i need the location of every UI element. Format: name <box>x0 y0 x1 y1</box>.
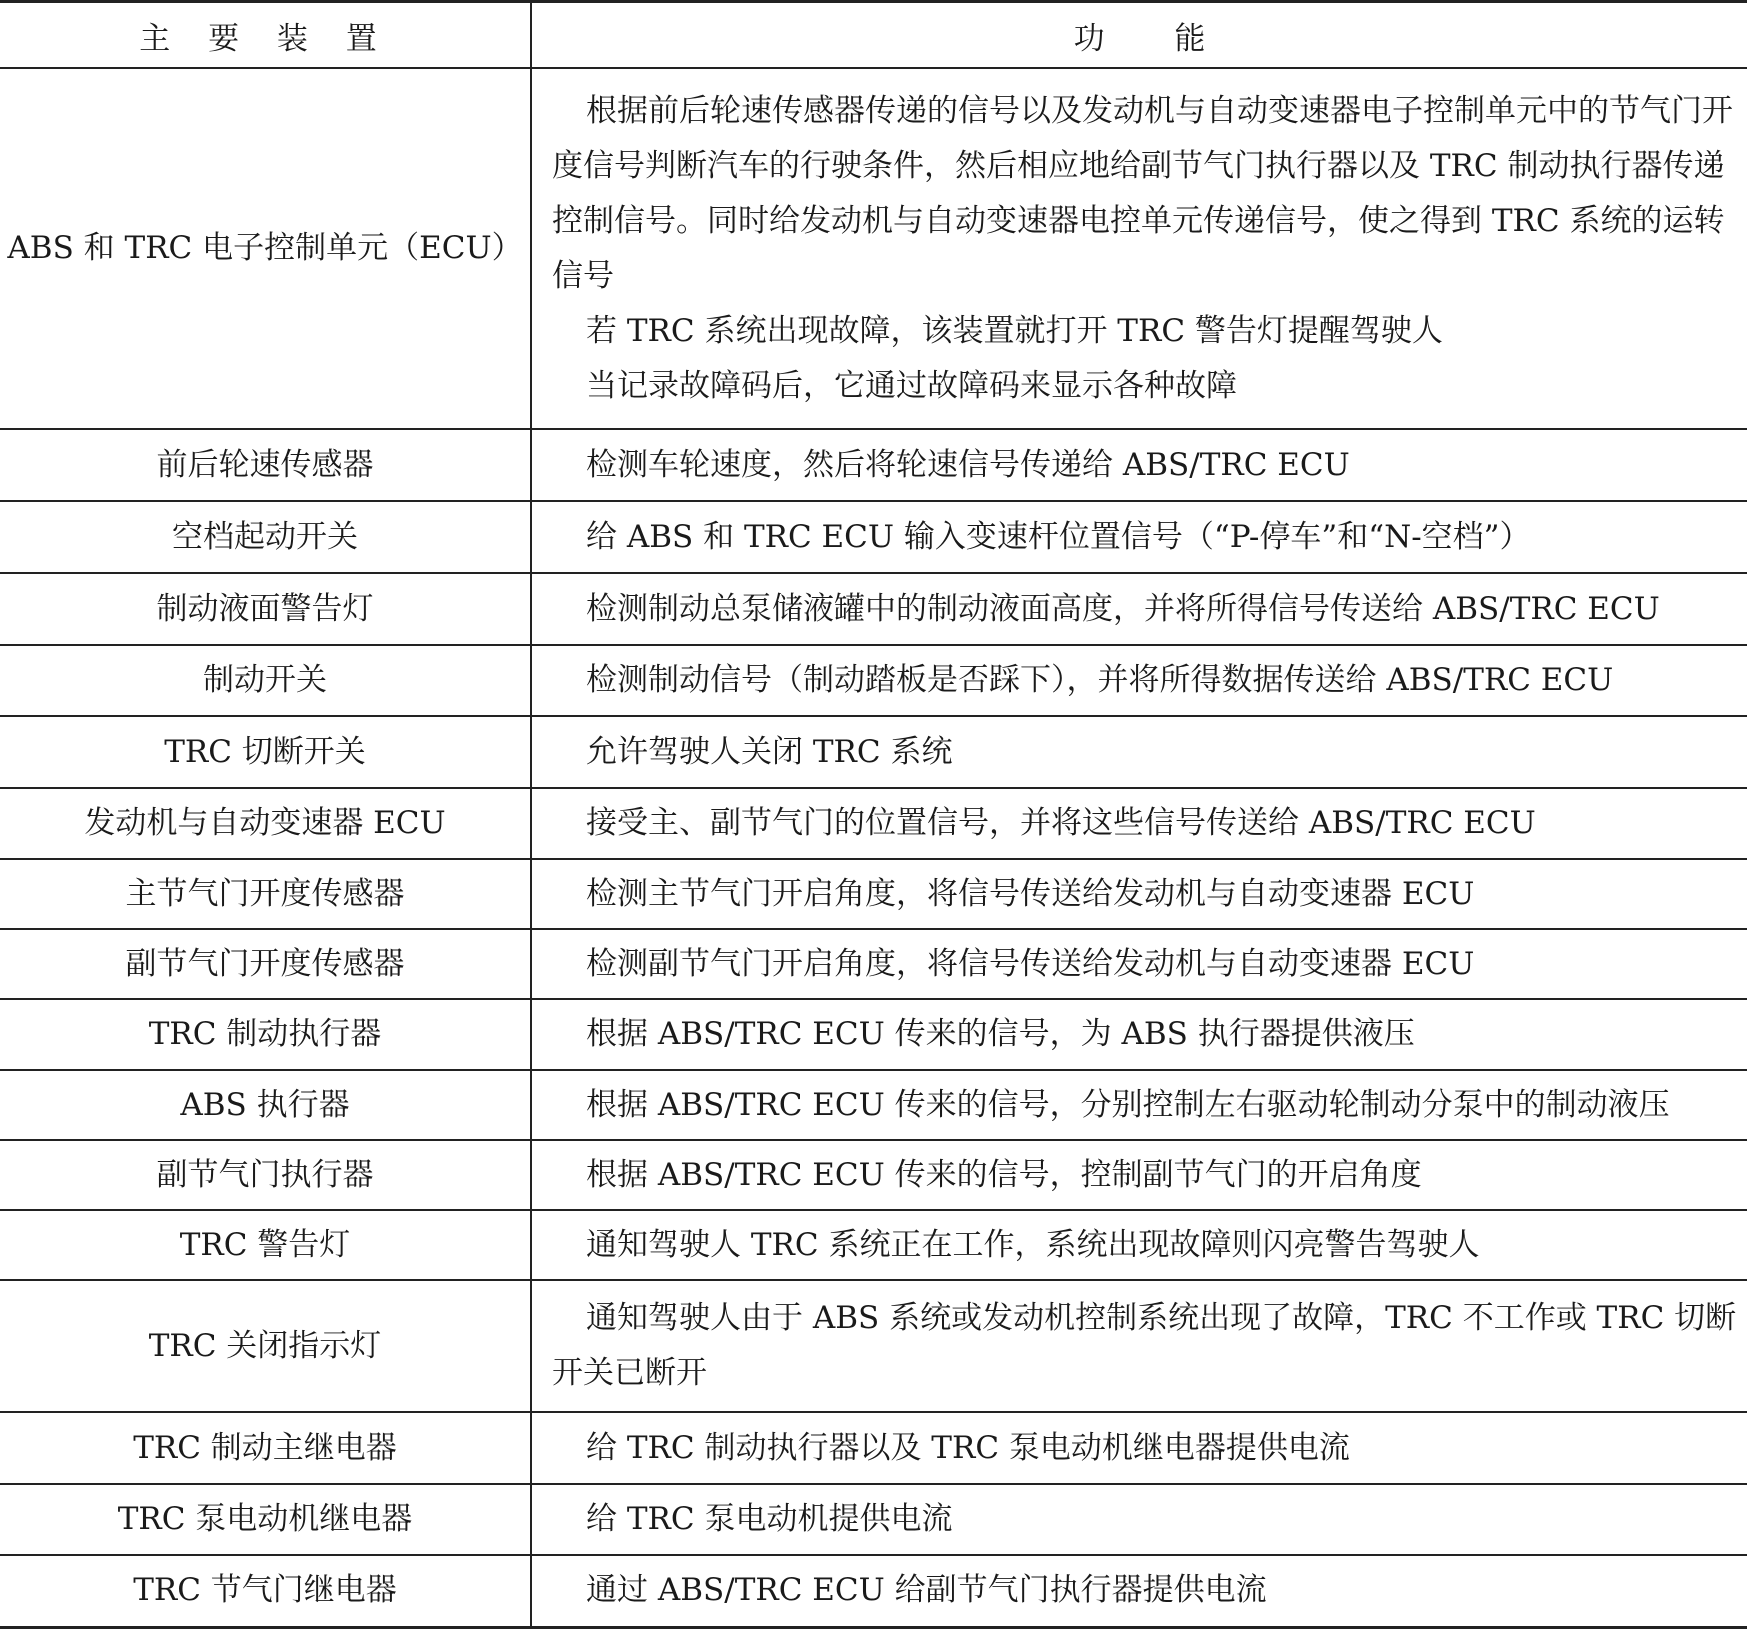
table-row <box>0 645 1747 716</box>
function-paragraph: 给 TRC 泵电动机提供电流 <box>586 1501 953 1537</box>
device-cell: 主节气门开度传感器 <box>0 859 531 929</box>
device-cell: ABS 和 TRC 电子控制单元（ECU） <box>0 68 531 429</box>
function-cell <box>531 1140 1747 1210</box>
function-paragraph: 检测主节气门开启角度，将信号传送给发动机与自动变速器 ECU <box>586 875 1475 912</box>
function-cell <box>531 859 1747 929</box>
table-header-row <box>0 2 1747 69</box>
function-paragraph: 给 ABS 和 TRC ECU 输入变速杆位置信号（“P-停车”和“N-空档”） <box>586 518 1531 555</box>
function-cell <box>531 1555 1747 1627</box>
function-paragraph: 通知驾驶人由于 ABS 系统或发动机控制系统出现了故障，TRC 不工作或 TRC 切断开关已断开 <box>552 1300 1737 1391</box>
function-cell <box>531 645 1747 716</box>
function-paragraph: 根据 ABS/TRC ECU 传来的信号，分别控制左右驱动轮制动分泵中的制动液压 <box>586 1086 1670 1123</box>
device-cell: ABS 执行器 <box>0 1070 531 1140</box>
device-cell: TRC 制动主继电器 <box>0 1412 531 1484</box>
table-body <box>0 68 1747 1627</box>
table-row <box>0 1555 1747 1627</box>
table-row <box>0 1280 1747 1412</box>
device-cell: 制动液面警告灯 <box>0 573 531 645</box>
function-paragraph: 通过 ABS/TRC ECU 给副节气门执行器提供电流 <box>586 1572 1267 1609</box>
function-cell <box>531 573 1747 645</box>
function-paragraph: 检测车轮速度，然后将轮速信号传递给 ABS/TRC ECU <box>586 446 1350 483</box>
function-paragraph: 检测副节气门开启角度，将信号传送给发动机与自动变速器 ECU <box>586 945 1475 982</box>
function-cell <box>531 1412 1747 1484</box>
function-cell <box>531 1484 1747 1555</box>
function-paragraph: 接受主、副节气门的位置信号，并将这些信号传送给 ABS/TRC ECU <box>586 805 1536 841</box>
table-row <box>0 1484 1747 1555</box>
table-row <box>0 788 1747 859</box>
device-cell: 前后轮速传感器 <box>0 429 531 501</box>
function-cell <box>531 1070 1747 1140</box>
function-paragraph: 检测制动总泵储液罐中的制动液面高度，并将所得信号传送给 ABS/TRC ECU <box>586 590 1660 627</box>
table-row <box>0 1140 1747 1210</box>
function-paragraph: 根据 ABS/TRC ECU 传来的信号，控制副节气门的开启角度 <box>586 1156 1422 1193</box>
function-cell <box>531 429 1747 501</box>
function-paragraph: 给 TRC 制动执行器以及 TRC 泵电动机继电器提供电流 <box>586 1429 1350 1466</box>
function-cell <box>531 788 1747 859</box>
function-cell <box>531 716 1747 788</box>
function-paragraph: 检测制动信号（制动踏板是否踩下），并将所得数据传送给 ABS/TRC ECU <box>586 662 1614 698</box>
device-cell: 副节气门执行器 <box>0 1140 531 1210</box>
table-row <box>0 929 1747 999</box>
function-paragraph: 当记录故障码后，它通过故障码来显示各种故障 <box>586 367 1237 404</box>
function-cell <box>531 501 1747 573</box>
table-row <box>0 1412 1747 1484</box>
function-paragraph: 根据 ABS/TRC ECU 传来的信号，为 ABS 执行器提供液压 <box>586 1016 1415 1052</box>
device-cell: TRC 制动执行器 <box>0 999 531 1070</box>
device-cell: TRC 泵电动机继电器 <box>0 1484 531 1555</box>
header-device: 主 要 装 置 <box>0 2 531 69</box>
function-paragraph: 允许驾驶人关闭 TRC 系统 <box>586 733 953 770</box>
function-paragraph: 根据前后轮速传感器传递的信号以及发动机与自动变速器电子控制单元中的节气门开度信号判断汽车的行驶条件，然后相应地给副节气门执行器以及 TRC 制动执行器传递控制信号。同时给发动机与自动变速器电控单元传递信号，使之得到 TRC 系统的运转信号 <box>552 92 1733 294</box>
device-cell: TRC 节气门继电器 <box>0 1555 531 1627</box>
table-row <box>0 859 1747 929</box>
device-cell: 副节气门开度传感器 <box>0 929 531 999</box>
function-paragraph: 若 TRC 系统出现故障，该装置就打开 TRC 警告灯提醒驾驶人 <box>586 312 1443 349</box>
device-cell: 发动机与自动变速器 ECU <box>0 788 531 859</box>
function-cell <box>531 1210 1747 1280</box>
table-row <box>0 1070 1747 1140</box>
table-row <box>0 716 1747 788</box>
table-row <box>0 501 1747 573</box>
function-cell <box>531 929 1747 999</box>
table-row <box>0 573 1747 645</box>
table-row <box>0 1210 1747 1280</box>
device-cell: TRC 警告灯 <box>0 1210 531 1280</box>
device-cell: TRC 切断开关 <box>0 716 531 788</box>
device-cell: 制动开关 <box>0 645 531 716</box>
function-paragraph: 通知驾驶人 TRC 系统正在工作，系统出现故障则闪亮警告驾驶人 <box>586 1226 1480 1263</box>
device-cell: TRC 关闭指示灯 <box>0 1280 531 1412</box>
function-cell <box>531 1280 1747 1412</box>
table-row <box>0 999 1747 1070</box>
header-function: 功 能 <box>1073 20 1206 57</box>
device-cell: 空档起动开关 <box>0 501 531 573</box>
table-row <box>0 68 1747 429</box>
table-row <box>0 429 1747 501</box>
function-cell <box>531 68 1747 429</box>
function-cell <box>531 999 1747 1070</box>
